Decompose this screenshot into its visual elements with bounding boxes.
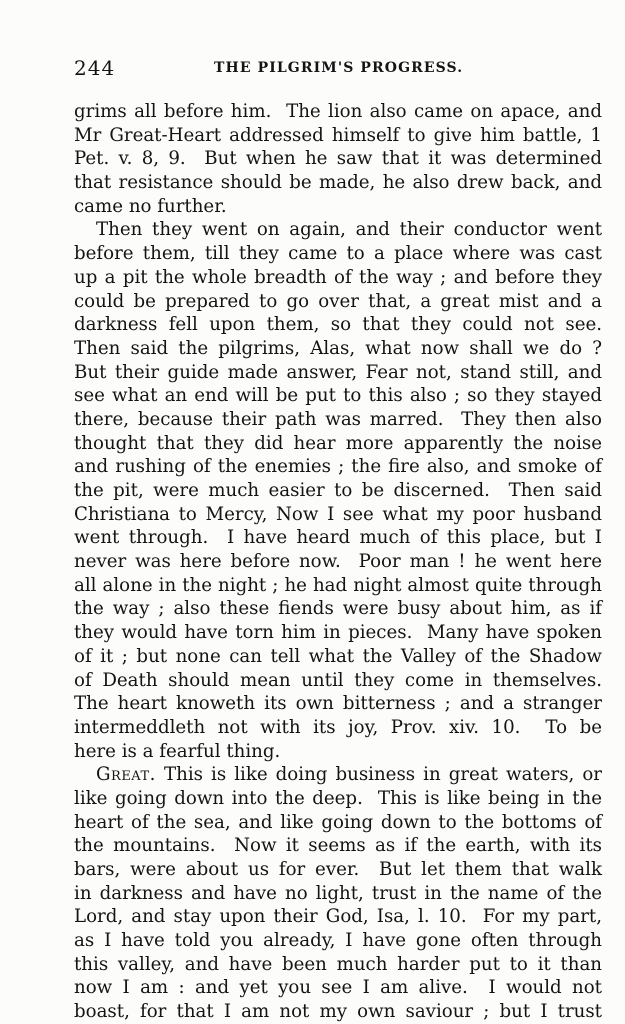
text-line: But their guide made answer, Fear not, stand still, and xyxy=(74,361,602,383)
text-line: went through. I have heard much of this place, but I xyxy=(74,527,602,549)
text-line: like going down into the deep. This is like being in the xyxy=(74,787,602,809)
text-line: bars, were about us for ever. But let them that walk xyxy=(74,859,602,880)
text-line: came no further. xyxy=(74,195,227,217)
text-line: in darkness and have no light, trust in the name of the xyxy=(74,882,602,904)
body-text xyxy=(74,100,602,1024)
text-line: Then said the pilgrims, Alas, what now shall we do ? xyxy=(74,337,602,359)
speaker-label: Great. xyxy=(96,764,156,786)
text-line: heart of the sea, and like going down to the bottoms of xyxy=(74,811,602,833)
text-line: all alone in the night ; he had night almost quite through xyxy=(74,574,602,596)
text-line: thought that they did hear more apparently the noise xyxy=(74,432,602,454)
text-line: that resistance should be made, he also drew back, and xyxy=(74,172,602,194)
text-line: the mountains. Now it seems as if the earth, with its xyxy=(74,835,602,857)
text-line: they would have torn him in pieces. Many have spoken xyxy=(74,622,602,644)
text-line: never was here before now. Poor man ! he went here xyxy=(74,551,602,573)
speech-text: This is like doing business in great waters, or xyxy=(155,764,602,786)
page-number: 244 xyxy=(74,56,116,80)
text-line: now I am : and yet you see I am alive. I would not xyxy=(74,977,602,999)
text-line: Pet. v. 8, 9. But when he saw that it was determined xyxy=(74,148,602,170)
text-line: darkness fell upon them, so that they could not see. xyxy=(74,314,602,336)
text-line: Christiana to Mercy, Now I see what my poor husband xyxy=(74,503,602,525)
text-line: of it ; but none can tell what the Valley of the Shadow xyxy=(74,645,602,667)
text-line: could be prepared to go over that, a great mist and a xyxy=(74,290,602,312)
text-line: the pit, were much easier to be discerned. Then said xyxy=(74,480,602,501)
text-line: as I have told you already, I have gone often through xyxy=(74,930,602,952)
text-line: Then they went on again, and their conductor went xyxy=(96,219,602,241)
text-line: this valley, and have been much harder put to it than xyxy=(74,953,602,975)
text-line: there, because their path was marred. They then also xyxy=(74,408,602,430)
running-title: THE PILGRIM'S PROGRESS. xyxy=(214,60,464,76)
text-line: of Death should mean until they come in themselves. xyxy=(74,669,602,691)
text-line: here is a fearful thing. xyxy=(74,740,281,762)
text-line: Mr Great-Heart addressed himself to give him battle, 1 xyxy=(74,124,602,146)
text-line: before them, till they came to a place where was cast xyxy=(74,243,602,265)
text-line: up a pit the whole breadth of the way ; and before they xyxy=(74,266,602,288)
text-line: the way ; also these fiends were busy about him, as if xyxy=(74,598,602,620)
text-line: see what an end will be put to this also ; so they stayed xyxy=(74,385,602,407)
text-line: intermeddleth not with its joy, Prov. xiv. 10. To be xyxy=(74,716,602,738)
text-line: grims all before him. The lion also came on apace, and xyxy=(74,101,602,122)
text-line: Lord, and stay upon their God, Isa, l. 10. For my part, xyxy=(74,906,602,928)
text-line: and rushing of the enemies ; the fire also, and smoke of xyxy=(74,456,602,478)
text-line xyxy=(74,763,602,787)
page-header xyxy=(74,56,602,80)
text-line: boast, for that I am not my own saviour ; but I trust xyxy=(74,1001,602,1023)
text-line: The heart knoweth its own bitterness ; and a stranger xyxy=(74,693,602,715)
